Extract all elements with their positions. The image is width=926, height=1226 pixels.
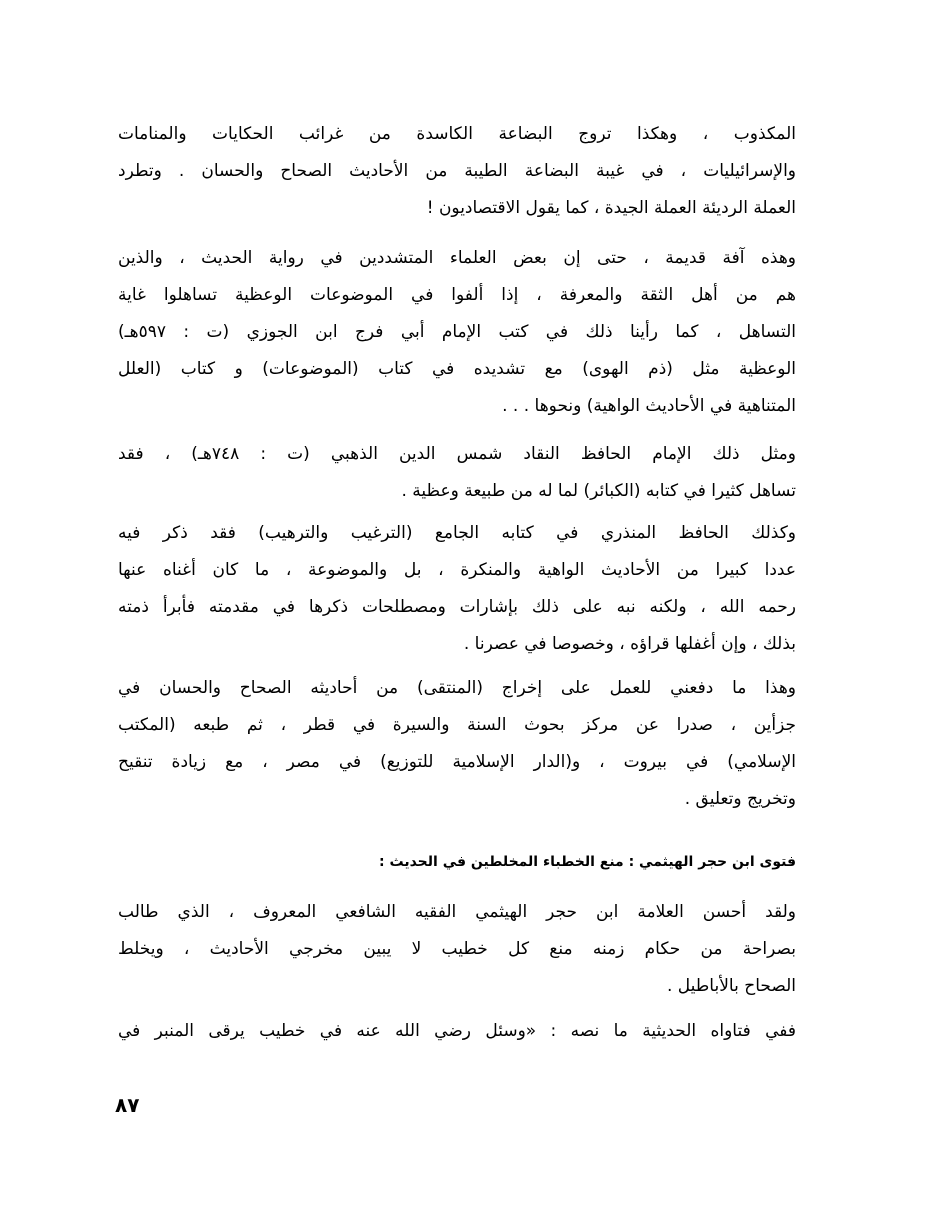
text-line: ولقد أحسن العلامة ابن حجر الهيثمي الفقيه الشافعي المعروف ، الذي طالب — [118, 902, 796, 922]
paragraph-1 — [118, 116, 796, 227]
text-line: تساهل كثيرا في كتابه (الكبائر) لما له من طبيعة وعظية . — [401, 481, 796, 501]
text-line: الصحاح بالأباطيل . — [666, 976, 796, 996]
text-line: وهذه آفة قديمة ، حتى إن بعض العلماء المتشددين في رواية الحديث ، والذين — [118, 248, 796, 268]
text-line: جزأين ، صدرا عن مركز بحوث السنة والسيرة في قطر ، ثم طبعه (المكتب — [118, 715, 796, 735]
text-line: ومثل ذلك الإمام الحافظ النقاد شمس الدين الذهبي (ت : ٧٤٨هـ) ، فقد — [118, 444, 796, 464]
text-line: هم من أهل الثقة والمعرفة ، إذا ألفوا في الموضوعات الوعظية تساهلوا غاية — [118, 285, 796, 305]
paragraph-7 — [118, 1013, 796, 1050]
paragraph-3 — [118, 436, 796, 510]
paragraph-6 — [118, 894, 796, 1005]
paragraph-5 — [118, 670, 796, 818]
text-line: العملة الرديئة العملة الجيدة ، كما يقول الاقتصاديون ! — [426, 198, 796, 218]
text-line: والإسرائيليات ، في غيبة البضاعة الطيبة من الأحاديث الصحاح والحسان . وتطرد — [118, 161, 796, 181]
section-heading: فتوى ابن حجر الهيثمي : منع الخطباء المخلطين في الحديث : — [379, 854, 796, 870]
text-line: المتناهية في الأحاديث الواهية) ونحوها . . . — [502, 396, 796, 416]
text-line: التساهل ، كما رأينا ذلك في كتب الإمام أبي فرج ابن الجوزي (ت : ٥٩٧هـ) — [118, 322, 796, 342]
text-line: الإسلامي) في بيروت ، و(الدار الإسلامية للتوزيع) في مصر ، مع زيادة تنقيح — [118, 752, 796, 772]
text-line: المكذوب ، وهكذا تروج البضاعة الكاسدة من غرائب الحكايات والمنامات — [118, 124, 796, 144]
text-line: الوعظية مثل (ذم الهوى) مع تشديده في كتاب (الموضوعات) و كتاب (العلل — [118, 359, 796, 379]
text-line: وهذا ما دفعني للعمل على إخراج (المنتقى) من أحاديثه الصحاح والحسان في — [118, 678, 796, 698]
text-line: عددا كبيرا من الأحاديث الواهية والمنكرة ، بل والموضوعة ، ما كان أغناه عنها — [118, 560, 796, 580]
text-line: بصراحة من حكام زمنه منع كل خطيب لا يبين مخرجي الأحاديث ، ويخلط — [118, 939, 796, 959]
text-line: وكذلك الحافظ المنذري في كتابه الجامع (الترغيب والترهيب) فقد ذكر فيه — [118, 523, 796, 543]
text-line: ففي فتاواه الحديثية ما نصه : «وسئل رضي الله عنه في خطيب يرقى المنبر في — [118, 1021, 796, 1041]
paragraph-2 — [118, 240, 796, 425]
paragraph-4 — [118, 515, 796, 663]
page-number: ٨٧ — [115, 1093, 140, 1117]
text-line: بذلك ، وإن أغفلها قراؤه ، وخصوصا في عصرنا . — [463, 634, 796, 654]
text-line: وتخريج وتعليق . — [684, 789, 796, 809]
text-line: رحمه الله ، ولكنه نبه على ذلك بإشارات ومصطلحات ذكرها في مقدمته فأبرأ ذمته — [118, 597, 796, 617]
